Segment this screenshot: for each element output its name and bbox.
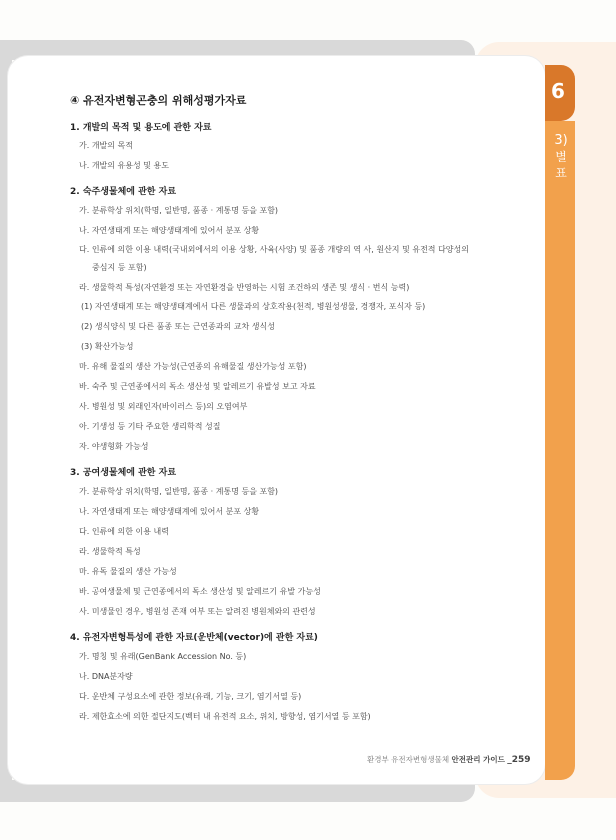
list-item: 마. 유해 물질의 생산 가능성(근연종의 유해물질 생산가능성 포함): [79, 362, 307, 371]
list-item: 라. 생물학적 특성: [79, 547, 141, 556]
chapter-tab: [545, 65, 575, 121]
list-item-continuation: 중심지 등 포함): [92, 263, 147, 272]
list-item: 바. 숙주 및 근연종에서의 독소 생산성 및 알레르기 유발성 보고 자료: [79, 382, 316, 391]
section-heading: 3. 공여생물체에 관한 자료: [70, 468, 177, 478]
list-subitem: (2) 생식양식 및 다른 품종 또는 근연종과의 교차 생식성: [81, 322, 275, 331]
section-number: 3): [554, 133, 568, 148]
list-subitem: (3) 확산가능성: [81, 342, 134, 351]
list-subitem: (1) 자연생태계 또는 해양생태계에서 다른 생물과의 상호작용(천적, 병원성생물, 경쟁자, 포식자 등): [81, 302, 426, 311]
list-item: 나. DNA분자량: [79, 672, 133, 681]
section-char-1: 별: [555, 150, 567, 164]
list-item: 나. 자연생태계 또는 해양생태계에 있어서 분포 상황: [79, 507, 260, 516]
section-heading: 2. 숙주생물체에 관한 자료: [70, 187, 177, 197]
list-item: 사. 미생물인 경우, 병원성 존재 여부 또는 알려진 병원체와의 관련성: [79, 607, 316, 616]
list-item: 나. 개발의 유용성 및 용도: [79, 161, 169, 170]
list-item: 다. 운반체 구성요소에 관한 정보(유래, 기능, 크기, 염기서열 등): [79, 692, 302, 701]
list-item: 가. 명칭 및 유래(GenBank Accession No. 등): [79, 652, 247, 661]
list-item: 라. 제한효소에 의한 절단지도(벡터 내 유전적 요소, 위치, 방향성, 염기서열 등 포함): [79, 712, 371, 721]
list-item: 가. 분류학상 위치(학명, 일반명, 품종 · 계통명 등을 포함): [79, 487, 279, 496]
list-item: 아. 기생성 등 기타 주요한 생리학적 성질: [79, 422, 221, 431]
section-heading: 1. 개발의 목적 및 용도에 관한 자료: [70, 123, 212, 133]
section-char-2: 표: [555, 166, 567, 180]
list-item: 가. 분류학상 위치(학명, 일반명, 품종 · 계통명 등을 포함): [79, 206, 279, 215]
list-item: 마. 유독 물질의 생산 가능성: [79, 567, 177, 576]
list-item: 가. 개발의 목적: [79, 141, 133, 150]
page-title: ④ 유전자변형곤충의 위해성평가자료: [70, 94, 247, 107]
chapter-number: 6: [551, 79, 565, 103]
list-item: 라. 생물학적 특성(자연환경 또는 자연환경을 반영하는 시험 조건하의 생존 및 생식 · 번식 능력): [79, 283, 410, 292]
footer-prefix: 환경부 유전자변형생물체: [367, 755, 450, 764]
page-footer: [367, 754, 531, 765]
list-item: 다. 인류에 의한 이용 내력(국내외에서의 이용 상황, 사육(사양) 및 품종 개량의 역 사, 원산지 및 유전적 다양성의: [79, 245, 469, 254]
list-item: 다. 인류에 의한 이용 내력: [79, 527, 169, 536]
list-item: 나. 자연생태계 또는 해양생태계에 있어서 분포 상황: [79, 226, 260, 235]
list-item: 자. 야생형화 가능성: [79, 442, 149, 451]
footer-title: 안전관리 가이드: [451, 755, 505, 764]
list-item: 사. 병원성 및 외래인자(바이러스 등)의 오염여부: [79, 402, 248, 411]
section-tab-label: [551, 133, 571, 181]
section-heading: 4. 유전자변형특성에 관한 자료(운반체(vector)에 관한 자료): [70, 633, 318, 643]
section-tab: [545, 121, 575, 780]
list-item: 바. 공여생물체 및 근연종에서의 독소 생산성 및 알레르기 유발 가능성: [79, 587, 321, 596]
page-number: _259: [507, 755, 531, 765]
